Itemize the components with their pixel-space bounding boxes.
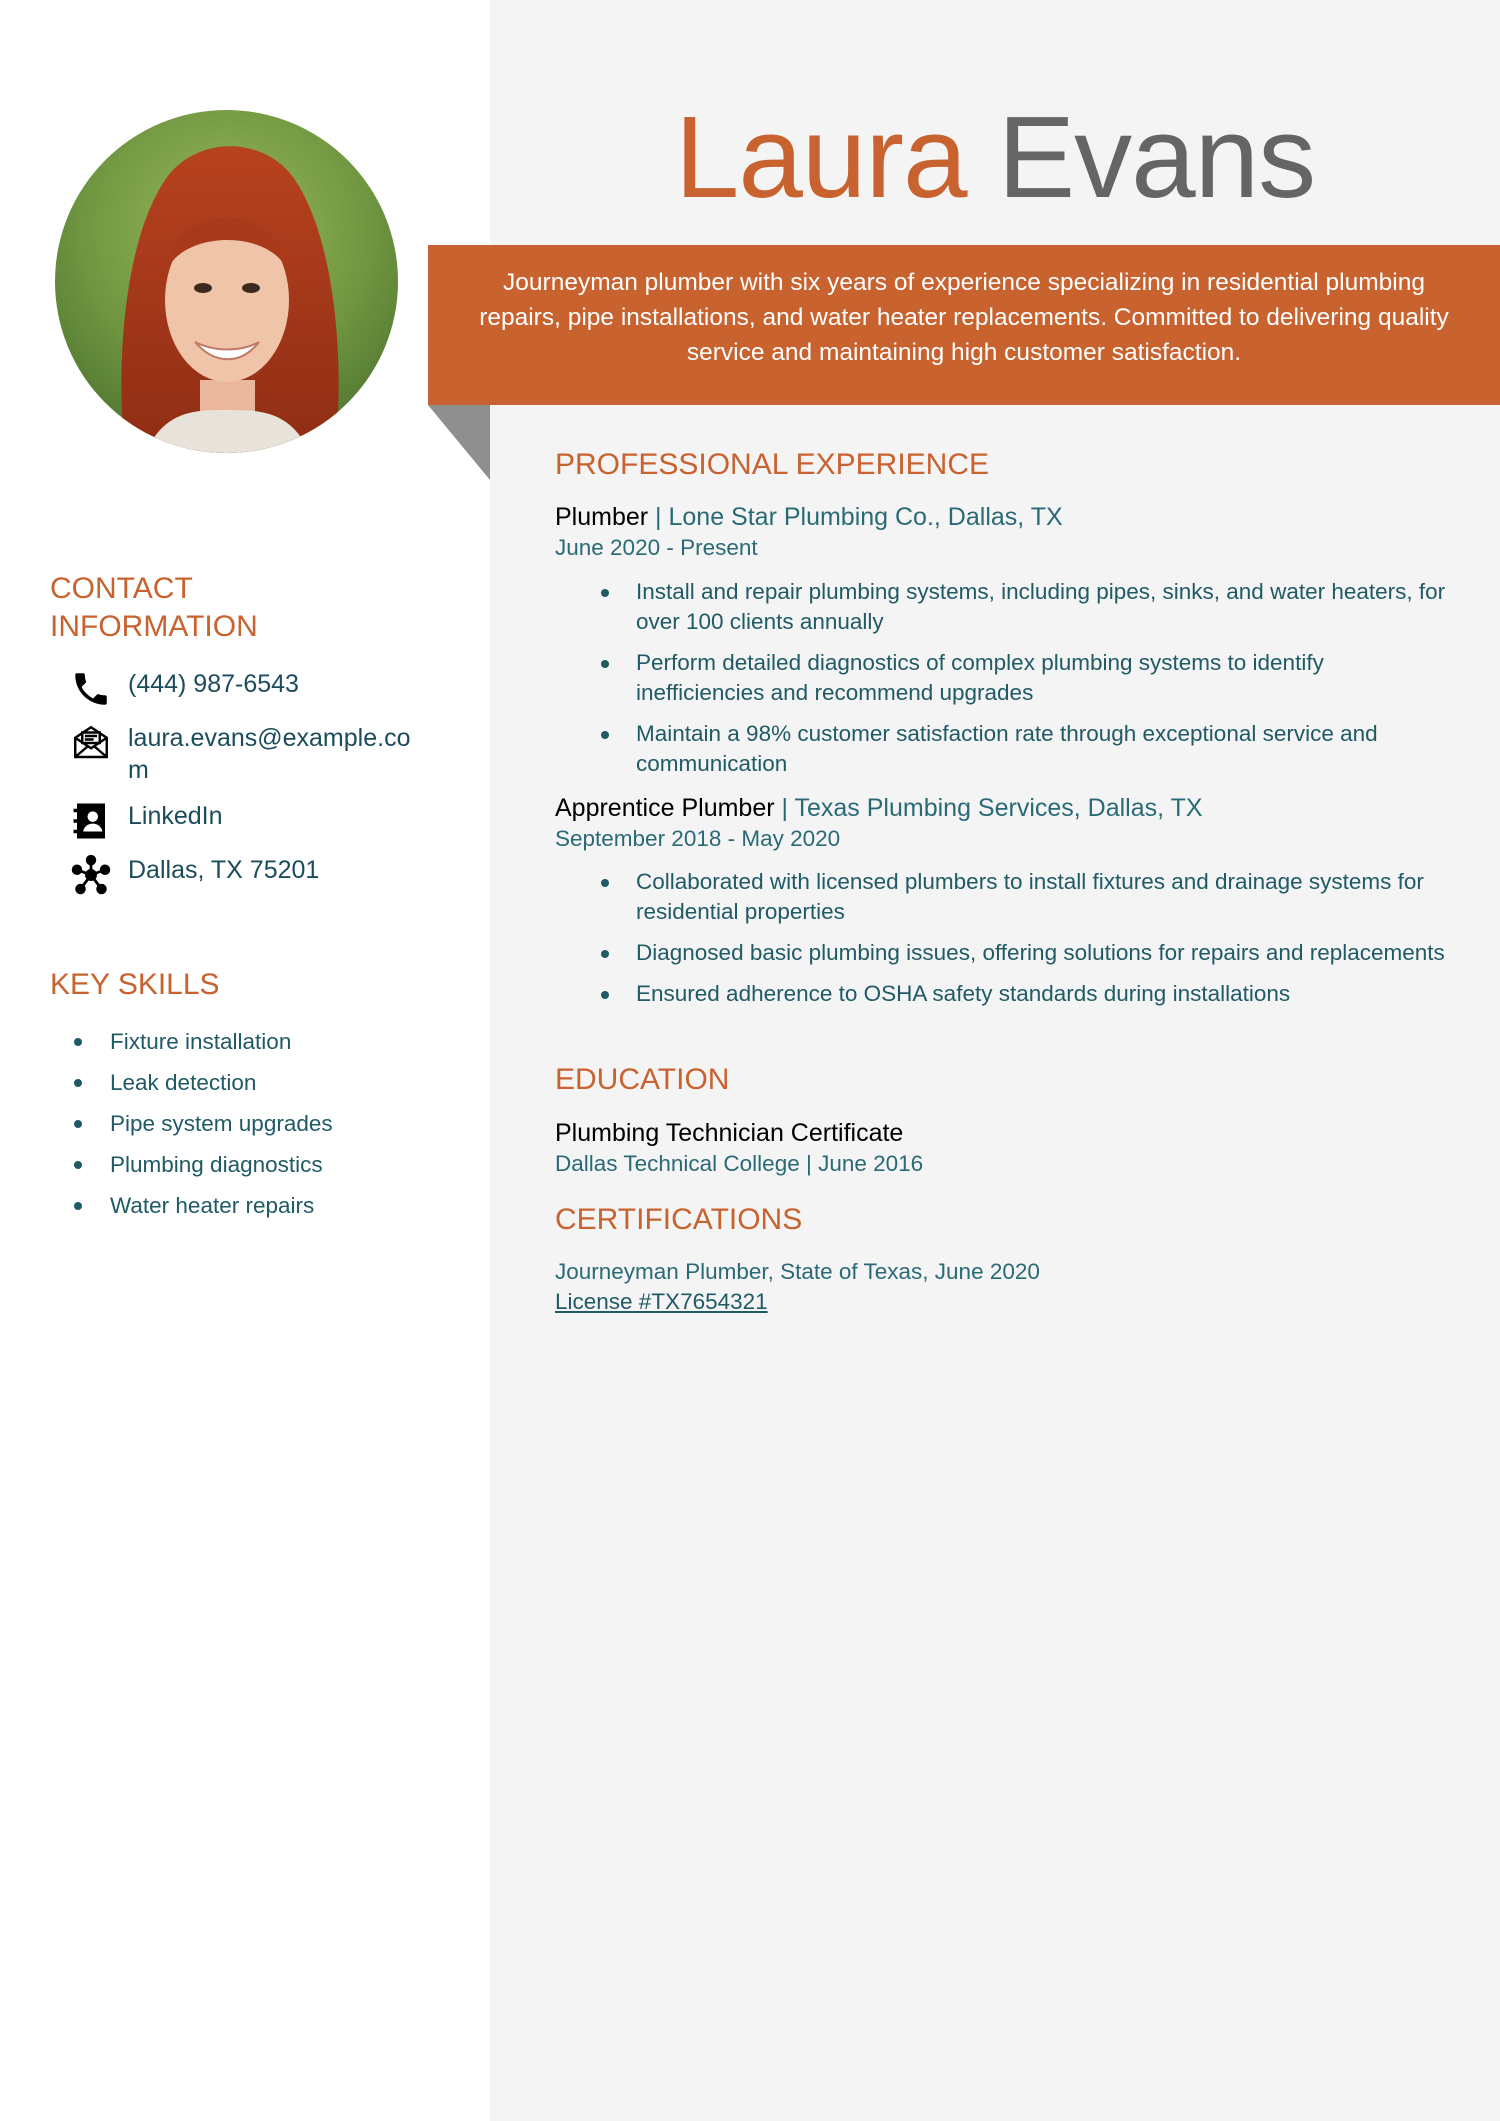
contact-section-title: CONTACT INFORMATION [50, 572, 258, 643]
job-bullet: Diagnosed basic plumbing issues, offering solutions for repairs and replacements [596, 938, 1451, 968]
job-bullet: Ensured adherence to OSHA safety standards during installations [596, 979, 1451, 1009]
contact-email [70, 722, 418, 786]
candidate-name [430, 92, 1500, 222]
contact-linkedin [70, 800, 418, 844]
job-company: | Lone Star Plumbing Co., Dallas, TX [648, 503, 1063, 531]
location-text: Dallas, TX 75201 [128, 856, 320, 884]
skill-item: Fixture installation [70, 1021, 333, 1062]
license-link[interactable]: License #TX7654321 [555, 1289, 768, 1314]
skill-item: Pipe system upgrades [70, 1103, 333, 1144]
job-company: | Texas Plumbing Services, Dallas, TX [774, 794, 1203, 822]
job-dates-1: June 2020 - Present [555, 535, 758, 560]
skill-item: Water heater repairs [70, 1185, 333, 1226]
banner-fold [428, 405, 490, 480]
skill-item: Plumbing diagnostics [70, 1144, 333, 1185]
phone-icon [70, 668, 114, 712]
contact-location [70, 854, 418, 898]
education-section-title: EDUCATION [555, 1063, 730, 1096]
envelope-icon [70, 722, 114, 766]
job-bullet: Collaborated with licensed plumbers to install fixtures and drainage systems for residential properties [596, 867, 1451, 927]
contact-card-icon [70, 800, 114, 844]
job-bullet: Maintain a 98% customer satisfaction rate through exceptional service and communication [596, 719, 1451, 779]
job-bullets-2 [596, 867, 1451, 1020]
job-bullets-1 [596, 577, 1451, 790]
profile-photo-image [55, 110, 398, 453]
certification-text: Journeyman Plumber, State of Texas, June 2020 [555, 1259, 1040, 1284]
skills-list [70, 1021, 333, 1226]
certifications-section-title: CERTIFICATIONS [555, 1203, 803, 1236]
summary-text: Journeyman plumber with six years of experience specializing in residential plumbing repairs, pipe installations, and water heater replacements. Committed to delivering quality service and maintaining high customer satisfaction. [479, 269, 1449, 366]
skills-section-title: KEY SKILLS [50, 968, 220, 1001]
contact-phone [70, 668, 418, 712]
job-bullet: Install and repair plumbing systems, including pipes, sinks, and water heaters, for over 100 clients annually [596, 577, 1451, 637]
job-title-2 [555, 792, 1203, 824]
degree-title: Plumbing Technician Certificate [555, 1119, 904, 1147]
job-role: Apprentice Plumber [555, 794, 775, 822]
last-name: Evans [997, 92, 1316, 222]
phone-text: (444) 987-6543 [128, 670, 299, 698]
job-dates-2: September 2018 - May 2020 [555, 826, 841, 851]
network-icon [70, 854, 114, 898]
experience-section-title: PROFESSIONAL EXPERIENCE [555, 448, 990, 481]
first-name: Laura [674, 92, 967, 222]
profile-photo [55, 110, 398, 453]
job-title-1 [555, 501, 1063, 533]
email-text[interactable]: laura.evans@example.com [128, 724, 411, 784]
summary-banner [428, 245, 1500, 405]
license-line [555, 1287, 768, 1317]
job-bullet: Perform detailed diagnostics of complex plumbing systems to identify inefficiencies and recommend upgrades [596, 648, 1451, 708]
job-role: Plumber [555, 503, 649, 531]
school-text: Dallas Technical College | June 2016 [555, 1151, 924, 1176]
linkedin-link[interactable]: LinkedIn [128, 802, 223, 830]
skill-item: Leak detection [70, 1062, 333, 1103]
